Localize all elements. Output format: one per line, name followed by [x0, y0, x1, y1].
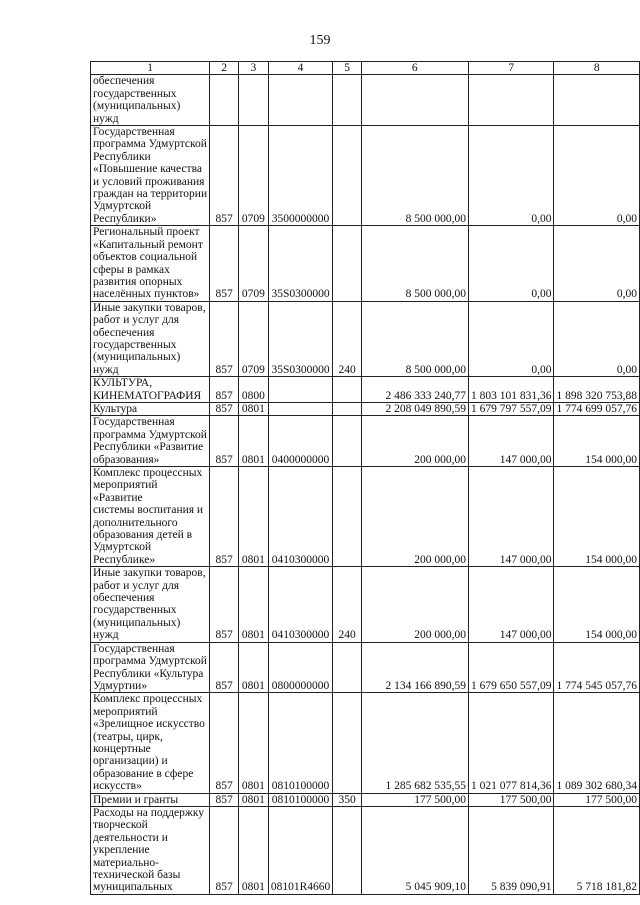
header-cell: 6 [361, 62, 468, 75]
grbs-code-cell: 857 [210, 377, 239, 403]
grbs-code-cell: 857 [210, 301, 239, 376]
section-code-cell: 0801 [239, 693, 269, 793]
item-name-cell: Культура [91, 402, 210, 415]
item-name-cell: Государственная программа Удмуртской Республики «Культура Удмуртии» [91, 642, 210, 693]
amount-year3-cell: 154 000,00 [554, 416, 640, 467]
amount-year3-cell: 1 774 699 057,76 [554, 402, 640, 415]
amount-year1-cell: 200 000,00 [361, 416, 468, 467]
table-row [91, 416, 640, 467]
expense-type-cell [333, 642, 361, 693]
header-cell: 7 [468, 62, 554, 75]
page-number: 159 [309, 33, 331, 48]
table-row [91, 75, 640, 126]
section-code-cell [239, 75, 269, 126]
table-row [91, 126, 640, 226]
header-cell: 2 [210, 62, 239, 75]
section-code-cell: 0801 [239, 402, 269, 415]
item-name-cell: Иные закупки товаров, работ и услуг для обеспечения государственных (муниципальных) нужд [91, 301, 210, 376]
expense-type-cell [333, 75, 361, 126]
target-article-cell [268, 402, 333, 415]
amount-year2-cell [468, 75, 554, 126]
target-article-cell: 3500000000 [268, 126, 333, 226]
amount-year1-cell: 5 045 909,10 [361, 806, 468, 894]
amount-year1-cell: 1 285 682 535,55 [361, 693, 468, 793]
amount-year1-cell: 2 134 166 890,59 [361, 642, 468, 693]
header-cell: 1 [91, 62, 210, 75]
expense-type-cell [333, 806, 361, 894]
amount-year3-cell: 1 898 320 753,88 [554, 377, 640, 403]
expense-type-cell [333, 226, 361, 301]
table-row [91, 806, 640, 894]
amount-year2-cell: 5 839 090,91 [468, 806, 554, 894]
section-code-cell: 0709 [239, 301, 269, 376]
section-code-cell: 0801 [239, 567, 269, 642]
section-code-cell: 0801 [239, 642, 269, 693]
amount-year2-cell: 1 679 797 557,09 [468, 402, 554, 415]
table-row [91, 467, 640, 567]
amount-year1-cell: 177 500,00 [361, 793, 468, 806]
expense-type-cell: 240 [333, 301, 361, 376]
expense-type-cell: 240 [333, 567, 361, 642]
header-cell: 5 [333, 62, 361, 75]
amount-year3-cell: 0,00 [554, 301, 640, 376]
amount-year2-cell: 1 679 650 557,09 [468, 642, 554, 693]
grbs-code-cell: 857 [210, 402, 239, 415]
grbs-code-cell: 857 [210, 126, 239, 226]
amount-year3-cell: 0,00 [554, 126, 640, 226]
item-name-cell: Премии и гранты [91, 793, 210, 806]
grbs-code-cell: 857 [210, 642, 239, 693]
amount-year3-cell: 1 774 545 057,76 [554, 642, 640, 693]
target-article-cell [268, 377, 333, 403]
table-row [91, 567, 640, 642]
header-cell: 4 [268, 62, 333, 75]
amount-year1-cell: 2 486 333 240,77 [361, 377, 468, 403]
amount-year1-cell: 200 000,00 [361, 567, 468, 642]
table-row [91, 377, 640, 403]
grbs-code-cell: 857 [210, 226, 239, 301]
table-row [91, 642, 640, 693]
table-row [91, 793, 640, 806]
grbs-code-cell: 857 [210, 806, 239, 894]
budget-table [90, 61, 640, 895]
item-name-cell: Региональный проект «Капитальный ремонт объектов социальной сферы в рамках развития опорных населённых пунктов» [91, 226, 210, 301]
amount-year3-cell [554, 75, 640, 126]
target-article-cell: 35S0300000 [268, 301, 333, 376]
table-row [91, 226, 640, 301]
expense-type-cell [333, 416, 361, 467]
amount-year2-cell: 1 803 101 831,36 [468, 377, 554, 403]
section-code-cell: 0801 [239, 467, 269, 567]
amount-year2-cell: 147 000,00 [468, 416, 554, 467]
grbs-code-cell: 857 [210, 693, 239, 793]
expense-type-cell [333, 693, 361, 793]
target-article-cell: 0800000000 [268, 642, 333, 693]
item-name-cell: Государственная программа Удмуртской Республики «Повышение качества и условий проживания граждан на территории Удмуртской Республики» [91, 126, 210, 226]
amount-year1-cell: 2 208 049 890,59 [361, 402, 468, 415]
target-article-cell: 0410300000 [268, 567, 333, 642]
amount-year3-cell: 1 089 302 680,34 [554, 693, 640, 793]
amount-year2-cell: 147 000,00 [468, 467, 554, 567]
amount-year1-cell: 200 000,00 [361, 467, 468, 567]
amount-year3-cell: 177 500,00 [554, 793, 640, 806]
section-code-cell: 0709 [239, 226, 269, 301]
section-code-cell: 0801 [239, 416, 269, 467]
item-name-cell: КУЛЬТУРА, КИНЕМАТОГРАФИЯ [91, 377, 210, 403]
amount-year2-cell: 0,00 [468, 126, 554, 226]
expense-type-cell [333, 467, 361, 567]
table-row [91, 693, 640, 793]
amount-year1-cell [361, 75, 468, 126]
amount-year2-cell: 0,00 [468, 301, 554, 376]
item-name-cell: Расходы на поддержку творческой деятельности и укрепление материально- технической базы муниципальных [91, 806, 210, 894]
item-name-cell: обеспечения государственных (муниципальных) нужд [91, 75, 210, 126]
target-article-cell [268, 75, 333, 126]
amount-year1-cell: 8 500 000,00 [361, 126, 468, 226]
expense-type-cell [333, 402, 361, 415]
target-article-cell: 0810100000 [268, 793, 333, 806]
expense-type-cell [333, 126, 361, 226]
item-name-cell: Комплекс процессных мероприятий «Зрелищное искусство (театры, цирк, концертные организации) и образование в сфере искусств» [91, 693, 210, 793]
amount-year1-cell: 8 500 000,00 [361, 301, 468, 376]
amount-year1-cell: 8 500 000,00 [361, 226, 468, 301]
item-name-cell: Комплекс процессных мероприятий «Развитие системы воспитания и дополнительного образования детей в Удмуртской Республике» [91, 467, 210, 567]
amount-year2-cell: 0,00 [468, 226, 554, 301]
grbs-code-cell: 857 [210, 416, 239, 467]
section-code-cell: 0709 [239, 126, 269, 226]
table-row [91, 301, 640, 376]
amount-year3-cell: 154 000,00 [554, 567, 640, 642]
section-code-cell: 0801 [239, 793, 269, 806]
grbs-code-cell: 857 [210, 567, 239, 642]
item-name-cell: Государственная программа Удмуртской Республики «Развитие образования» [91, 416, 210, 467]
table-header-row [91, 62, 640, 75]
target-article-cell: 0810100000 [268, 693, 333, 793]
grbs-code-cell: 857 [210, 793, 239, 806]
header-cell: 8 [554, 62, 640, 75]
amount-year2-cell: 1 021 077 814,36 [468, 693, 554, 793]
amount-year3-cell: 154 000,00 [554, 467, 640, 567]
target-article-cell: 35S0300000 [268, 226, 333, 301]
amount-year3-cell: 5 718 181,82 [554, 806, 640, 894]
grbs-code-cell [210, 75, 239, 126]
header-cell: 3 [239, 62, 269, 75]
target-article-cell: 0400000000 [268, 416, 333, 467]
amount-year2-cell: 177 500,00 [468, 793, 554, 806]
amount-year3-cell: 0,00 [554, 226, 640, 301]
item-name-cell: Иные закупки товаров, работ и услуг для обеспечения государственных (муниципальных) нужд [91, 567, 210, 642]
amount-year2-cell: 147 000,00 [468, 567, 554, 642]
section-code-cell: 0800 [239, 377, 269, 403]
table-row [91, 402, 640, 415]
section-code-cell: 0801 [239, 806, 269, 894]
expense-type-cell [333, 377, 361, 403]
target-article-cell: 08101R4660 [268, 806, 333, 894]
target-article-cell: 0410300000 [268, 467, 333, 567]
expense-type-cell: 350 [333, 793, 361, 806]
grbs-code-cell: 857 [210, 467, 239, 567]
